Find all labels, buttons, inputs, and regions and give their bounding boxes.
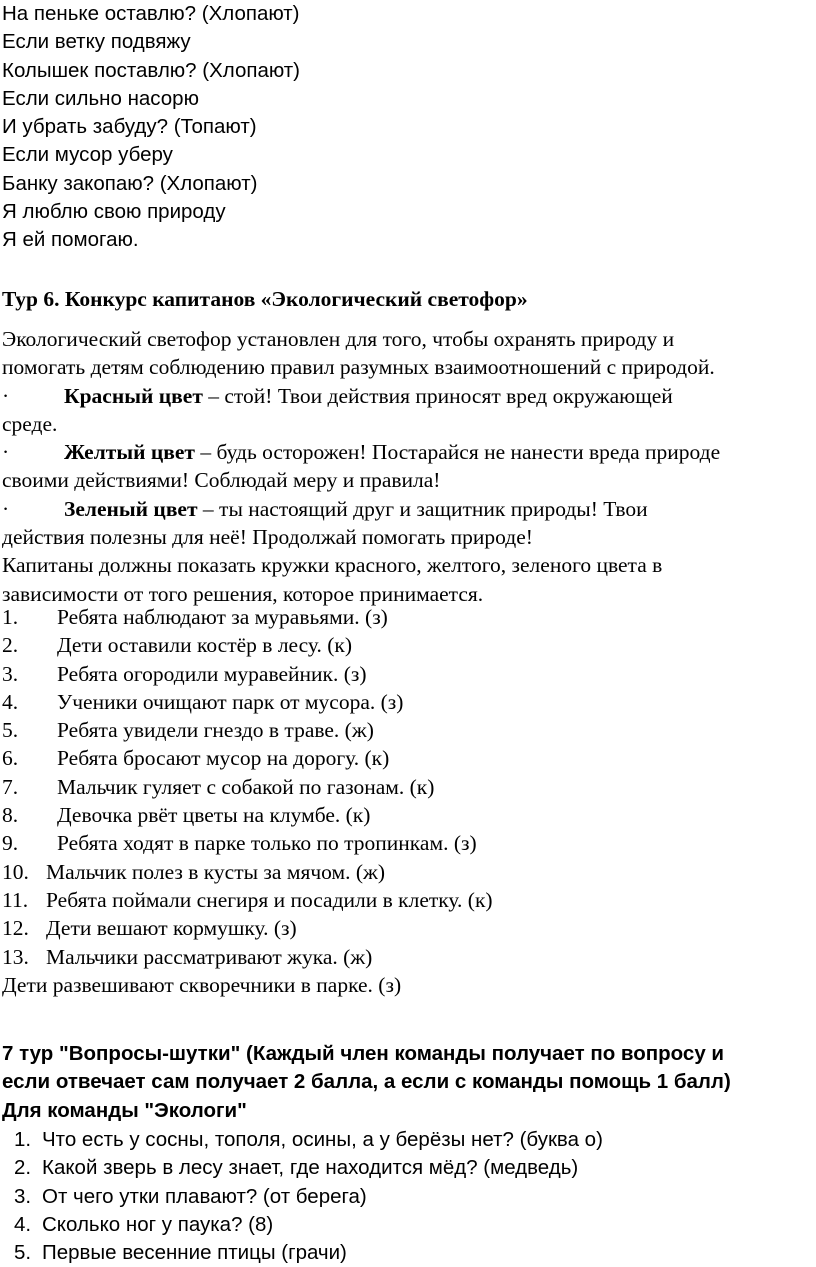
item-number: 5. [2,718,19,743]
intro-line: помогать детям соблюдению правил разумных взаимоотношений с природой. [2,355,715,380]
poem-line: Если сильно насорю [2,86,199,110]
item-text: Ребята бросают мусор на дорогу. (к) [57,746,390,771]
bullet: · [2,383,10,408]
yellow-rule [2,438,814,466]
green-term: Зеленый цвет [64,496,198,521]
item-text: Ребята увидели гнездо в траве. (ж) [57,718,374,743]
list-item [2,744,493,772]
bullet: · [2,496,10,521]
item-text: От чего утки плавают? (от берега) [42,1184,367,1208]
list-item [2,688,493,716]
item-number: 3. [2,661,19,686]
captains-line: зависимости от того решения, которое принимается. [2,581,484,606]
item-text: Первые весенние птицы (грачи) [42,1241,347,1265]
list-item [2,773,493,801]
list-item [2,603,493,631]
item-text: Сколько ног у паука? (8) [42,1212,274,1236]
yellow-term: Желтый цвет [64,440,195,465]
list-item [2,631,493,659]
questions-list [14,1126,603,1267]
list-item [14,1126,603,1154]
item-number: 7. [2,774,19,799]
list-item [2,914,493,942]
list-item [2,660,493,688]
poem-line: Если ветку подвяжу [2,30,191,54]
item-text: Ученики очищают парк от мусора. (з) [57,689,404,714]
item-number: 13. [2,944,29,969]
poem-line: Я ей помогаю. [2,228,139,252]
item-number: 8. [2,803,19,828]
poem-line: Банку закопаю? (Хлопают) [2,171,258,195]
tour7-heading-line: Для команды "Экологи" [2,1098,247,1122]
intro-line: Экологический светофор установлен для того, чтобы охранять природу и [2,327,675,351]
red-term: Красный цвет [64,383,203,408]
red-rule [2,382,814,410]
list-item [14,1183,603,1211]
item-number: 4. [2,689,19,714]
item-number: 11. [2,887,29,912]
poem-block [2,0,300,255]
item-number: 2. [2,633,19,658]
item-number: 12. [2,916,29,941]
item-text: Ребята поймали снегиря и посадили в клетку. (к) [46,887,493,912]
item-number: 5. [14,1241,32,1265]
item-text: Что есть у сосны, тополя, осины, а у берёзы нет? (буква о) [42,1128,603,1151]
red-rule-cont: среде. [2,411,58,436]
item-text: Девочка рвёт цветы на клумбе. (к) [57,803,371,828]
list-item [2,829,493,857]
list-item [14,1154,603,1182]
item-number: 2. [14,1156,32,1180]
bullet: · [2,440,10,465]
item-number: 1. [2,605,19,629]
poem-line: Если мусор уберу [2,143,173,167]
green-rule-cont: действия полезны для неё! Продолжай помогать природе! [2,525,533,550]
item-text: Ребята наблюдают за муравьями. (з) [57,605,388,629]
tour6-body [2,325,814,608]
green-rule [2,495,814,523]
item-text: Ребята огородили муравейник. (з) [57,661,367,686]
poem-line: На пеньке оставлю? (Хлопают) [2,2,300,25]
tour7-heading-line: 7 тур "Вопросы-шутки" (Каждый член команды получает по вопросу и [2,1042,725,1065]
item-number: 9. [2,831,19,856]
list-item [2,801,493,829]
item-number: 10. [2,859,29,884]
tour7-heading [2,1040,814,1125]
situations-list [2,603,493,999]
list-item [2,886,493,914]
item-number: 1. [14,1128,32,1151]
red-text: – стой! Твои действия приносят вред окружающей [202,383,673,408]
green-text: – ты настоящий друг и защитник природы! Твои [197,496,648,521]
poem-line: Колышек поставлю? (Хлопают) [2,58,301,82]
item-text: Мальчик гуляет с собакой по газонам. (к) [57,774,435,799]
captains-line: Капитаны должны показать кружки красного, желтого, зеленого цвета в [2,553,663,578]
item-text: Дети вешают кормушку. (з) [46,916,297,941]
list-item [2,858,493,886]
tour7-heading-line: если отвечает сам получает 2 балла, а если с команды помощь 1 балл) [2,1070,731,1094]
list-item [2,716,493,744]
tour6-heading: Тур 6. Конкурс капитанов «Экологический светофор» [2,287,528,311]
list-item [14,1211,603,1239]
item-number: 6. [2,746,19,771]
list-item [14,1239,603,1267]
list-item [2,943,493,971]
item-number: 3. [14,1184,32,1208]
item-text: Ребята ходят в парке только по тропинкам. (з) [57,831,477,856]
last-line: Дети развешивают скворечники в парке. (з) [2,972,402,997]
yellow-text: – будь осторожен! Постарайся не нанести вреда природе [194,440,721,465]
item-text: Какой зверь в лесу знает, где находится мёд? (медведь) [42,1156,579,1180]
item-text: Дети оставили костёр в лесу. (к) [57,633,352,658]
yellow-rule-cont: своими действиями! Соблюдай меру и правила! [2,468,441,493]
poem-line: Я люблю свою природу [2,200,226,224]
item-number: 4. [14,1212,32,1236]
item-text: Мальчик полез в кусты за мячом. (ж) [46,859,386,884]
item-text: Мальчики рассматривают жука. (ж) [46,944,373,969]
poem-line: И убрать забуду? (Топают) [2,115,257,139]
